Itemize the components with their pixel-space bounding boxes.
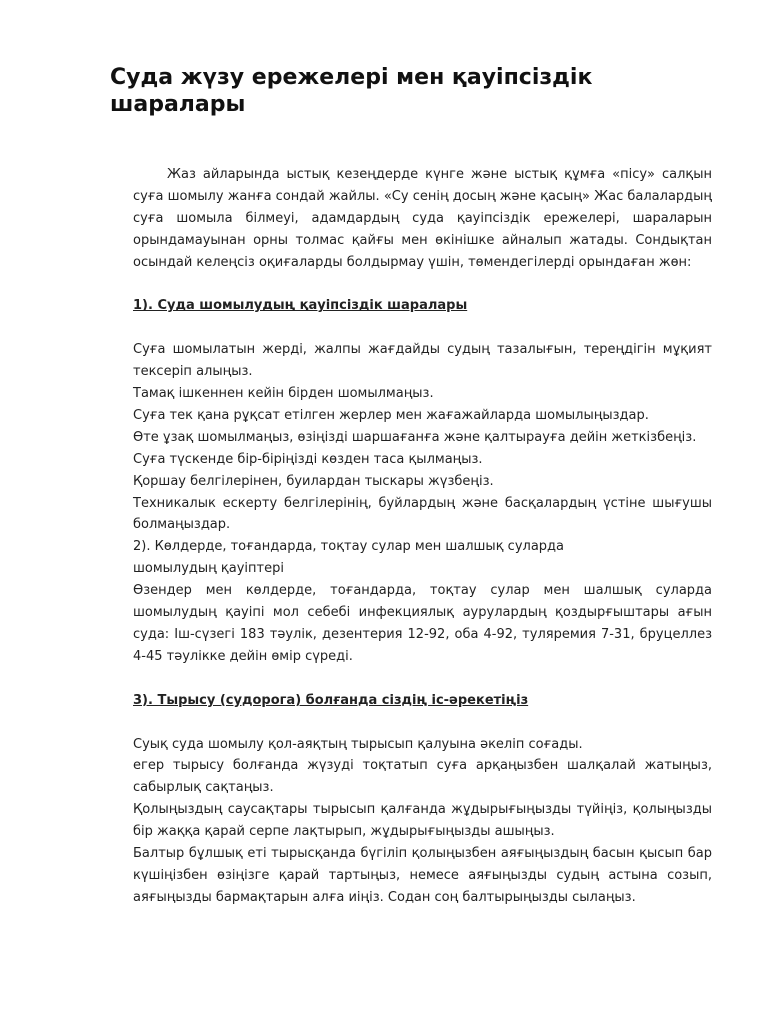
section-2-heading-line-2: шомылудың қауіптері — [133, 561, 284, 577]
section-1-item: Суға тек қана рұқсат етілген жерлер мен жағажайларда шомылыңыздар. — [133, 407, 649, 423]
document-body — [133, 164, 712, 909]
section-1-item: Суға шомылатын жерді, жалпы жағдайды судың тазалығын, тереңдігін мұқият тексеріп алыңыз. — [133, 342, 712, 380]
section-3-item: Қолыңыздың саусақтары тырысып қалғанда жұдырығыңызды түйіңіз, қолыңызды бір жаққа қарай серпе лақтырып, жұдырығыңызды ашыңыз. — [133, 802, 712, 840]
section-3-heading: 3). Тырысу (судорога) болғанда сіздің іс-әрекетіңіз — [133, 692, 529, 708]
spacer — [133, 317, 712, 339]
section-2-heading-line-1: 2). Көлдерде, тоғандарда, тоқтау сулар мен шалшық суларда — [133, 539, 564, 555]
document-title: Суда жүзу ережелері мен қауіпсіздік шаралары — [110, 65, 593, 117]
intro-paragraph: Жаз айларында ыстық кезеңдерде күнге және ыстық құмға «пісу» салқын суға шомылу жанға сондай жайлы. «Су сенің досың және қасың» Жас балалардың суға шомыла білмеуі, адамдардың суда қауіпсіздік ережелері, шараларын орындамауынан орны толмас қайғы мен өкінішке айналып жатады. Сондықтан осындай келеңсіз оқиғаларды болдырмау үшін, төмендегілерді орындаған жөн: — [133, 167, 712, 270]
section-1-item: Қоршау белгілерінен, буилардан тыскары жүзбеңіз. — [133, 473, 494, 489]
section-3-item: Суық суда шомылу қол-аяқтың тырысып қалуына әкеліп соғады. — [133, 736, 583, 752]
section-1-item: Тамақ ішкеннен кейін бірден шомылмаңыз. — [133, 386, 434, 402]
section-3-item: егер тырысу болғанда жүзуді тоқтатып суға арқаңызбен шалқалай жатыңыз, сабырлық сақтаңыз. — [133, 758, 712, 796]
section-3-item: Балтыр бұлшық еті тырысқанда бүгіліп қолыңызбен аяғыңыздың басын қысып бар күшіңізбен өзіңізге қарай тартыңыз, немесе аяғыңызды судың астына созып, аяғыңызды бармақтарын алға иіңіз. Содан соң балтырыңызды сылаңыз. — [133, 846, 712, 905]
spacer — [133, 712, 712, 734]
section-1-heading: 1). Суда шомылудың қауіпсіздік шаралары — [133, 298, 468, 314]
spacer — [133, 668, 712, 690]
section-1-item: Суға түскенде бір-біріңізді көзден таса қылмаңыз. — [133, 451, 483, 467]
section-1-item: Өте ұзақ шомылмаңыз, өзіңізді шаршағанға және қалтырауға дейін жеткізбеңіз. — [133, 429, 697, 445]
spacer — [133, 274, 712, 296]
section-2-paragraph: Өзендер мен көлдерде, тоғандарда, тоқтау сулар мен шалшық суларда шомылудың қауіпі мол себебі инфекциялық аурулардың қоздырғыштары ағын суда: Іш-сүзегі 183 тәулік, дезентерия 12-92, оба 4-92, туляремия 7-31, бруцеллез 4-45 тәулікке дейін өмір сүреді. — [133, 583, 712, 664]
section-1-item: Техникалык ескерту белгілерінің, буйлардың және басқалардың үстіне шығушы болмаңыздар. — [133, 495, 712, 533]
